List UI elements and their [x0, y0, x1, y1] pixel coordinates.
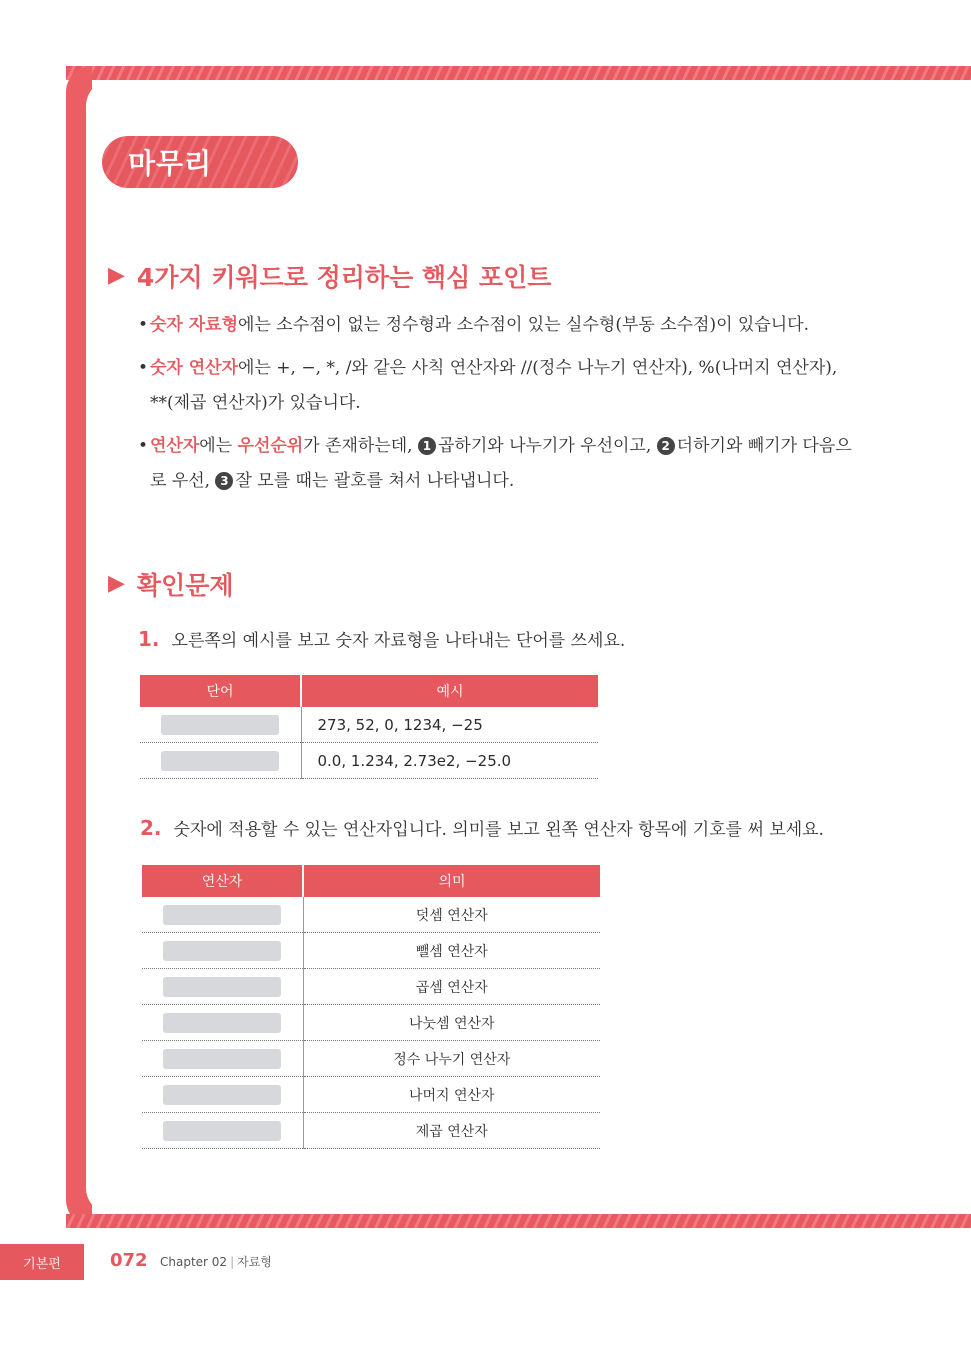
question-2 [140, 815, 824, 840]
question-number: 1. [138, 627, 160, 651]
meaning-cell: 나눗셈 연산자 [303, 1005, 600, 1041]
frame-top-border [66, 66, 971, 80]
question-text: 숫자에 적용할 수 있는 연산자입니다. 의미를 보고 왼쪽 연산자 항목에 기호를 써 보세요. [173, 820, 824, 840]
keypoint-text: 곱하기와 나누기가 우선이고, [437, 436, 657, 456]
keyword: 숫자 연산자 [150, 358, 239, 378]
answer-blank[interactable] [163, 905, 281, 925]
answer-blank-cell[interactable] [140, 743, 301, 779]
answer-blank[interactable] [161, 751, 279, 771]
quiz-heading-text: 확인문제 [136, 571, 234, 600]
column-header: 연산자 [142, 865, 303, 897]
table-row [142, 933, 600, 969]
keypoint-item [138, 308, 858, 343]
frame-bottom-border [66, 1214, 971, 1228]
answer-blank-cell[interactable] [142, 969, 303, 1005]
keypoints-heading [108, 258, 551, 294]
question-1 [138, 626, 625, 651]
keypoint-text: 에는 +, −, *, /와 같은 사칙 연산자와 //(정수 나누기 연산자), %(나머지 연산자), **(제곱 연산자)가 있습니다. [150, 358, 838, 413]
keyword: 숫자 자료형 [150, 315, 239, 335]
meaning-cell: 덧셈 연산자 [303, 897, 600, 933]
keypoint-text: 에는 소수점이 없는 정수형과 소수점이 있는 실수형(부동 소수점)이 있습니다. [238, 315, 810, 335]
table-header-row [142, 865, 600, 897]
meaning-cell: 곱셈 연산자 [303, 969, 600, 1005]
table-row [142, 1113, 600, 1149]
number-circle-icon: 1 [418, 437, 436, 455]
meaning-cell: 정수 나누기 연산자 [303, 1041, 600, 1077]
answer-blank-cell[interactable] [142, 1113, 303, 1149]
triangle-icon: ▶ [108, 263, 125, 288]
chapter-label [160, 1253, 272, 1270]
answer-blank-cell[interactable] [142, 897, 303, 933]
answer-blank[interactable] [163, 1085, 281, 1105]
table-row [142, 1041, 600, 1077]
operator-table [142, 865, 600, 1149]
keypoint-item [138, 429, 858, 499]
chapter-name: Chapter 02 [160, 1255, 228, 1269]
answer-blank[interactable] [163, 1049, 281, 1069]
tab-connector [192, 80, 206, 140]
word-example-table [140, 675, 598, 779]
column-header: 의미 [303, 865, 600, 897]
example-cell: 0.0, 1.234, 2.73e2, −25.0 [301, 743, 598, 779]
keyword: 우선순위 [237, 436, 304, 456]
answer-blank[interactable] [163, 1121, 281, 1141]
table-row [140, 743, 598, 779]
answer-blank-cell[interactable] [142, 1077, 303, 1113]
answer-blank[interactable] [163, 977, 281, 997]
table-row [142, 1005, 600, 1041]
number-circle-icon: 3 [215, 472, 233, 490]
answer-blank-cell[interactable] [142, 1041, 303, 1077]
answer-blank[interactable] [161, 715, 279, 735]
table-row [142, 897, 600, 933]
section-title: 마무리 [128, 147, 213, 180]
keypoint-list [138, 308, 858, 507]
quiz-heading [108, 566, 234, 602]
divider: | [230, 1255, 235, 1269]
keyword: 연산자 [150, 436, 200, 456]
table-row [142, 969, 600, 1005]
table-row [142, 1077, 600, 1113]
table-row [140, 707, 598, 743]
triangle-icon: ▶ [108, 571, 125, 596]
meaning-cell: 뺄셈 연산자 [303, 933, 600, 969]
section-title-tab [102, 136, 298, 188]
keypoint-text: 더하기와 빼기가 다음으로 우선, [150, 436, 852, 491]
question-number: 2. [140, 816, 162, 840]
side-tab [0, 1244, 84, 1280]
meaning-cell: 제곱 연산자 [303, 1113, 600, 1149]
answer-blank-cell[interactable] [142, 1005, 303, 1041]
number-circle-icon: 2 [657, 437, 675, 455]
side-tab-label: 기본편 [23, 1256, 61, 1272]
keypoint-text: 가 존재하는데, [303, 436, 418, 456]
table-header-row [140, 675, 598, 707]
meaning-cell: 나머지 연산자 [303, 1077, 600, 1113]
question-text: 오른쪽의 예시를 보고 숫자 자료형을 나타내는 단어를 쓰세요. [171, 631, 626, 651]
answer-blank[interactable] [163, 1013, 281, 1033]
keypoint-text: 잘 모를 때는 괄호를 쳐서 나타냅니다. [235, 471, 515, 491]
keypoint-text: 에는 [199, 436, 238, 456]
column-header: 단어 [140, 675, 301, 707]
answer-blank-cell[interactable] [142, 933, 303, 969]
example-cell: 273, 52, 0, 1234, −25 [301, 707, 598, 743]
keypoints-heading-text: 4가지 키워드로 정리하는 핵심 포인트 [136, 263, 552, 292]
answer-blank-cell[interactable] [140, 707, 301, 743]
column-header: 예시 [301, 675, 598, 707]
answer-blank[interactable] [163, 941, 281, 961]
page-number: 072 [110, 1250, 148, 1271]
chapter-title: 자료형 [237, 1255, 272, 1269]
keypoint-item [138, 351, 858, 421]
